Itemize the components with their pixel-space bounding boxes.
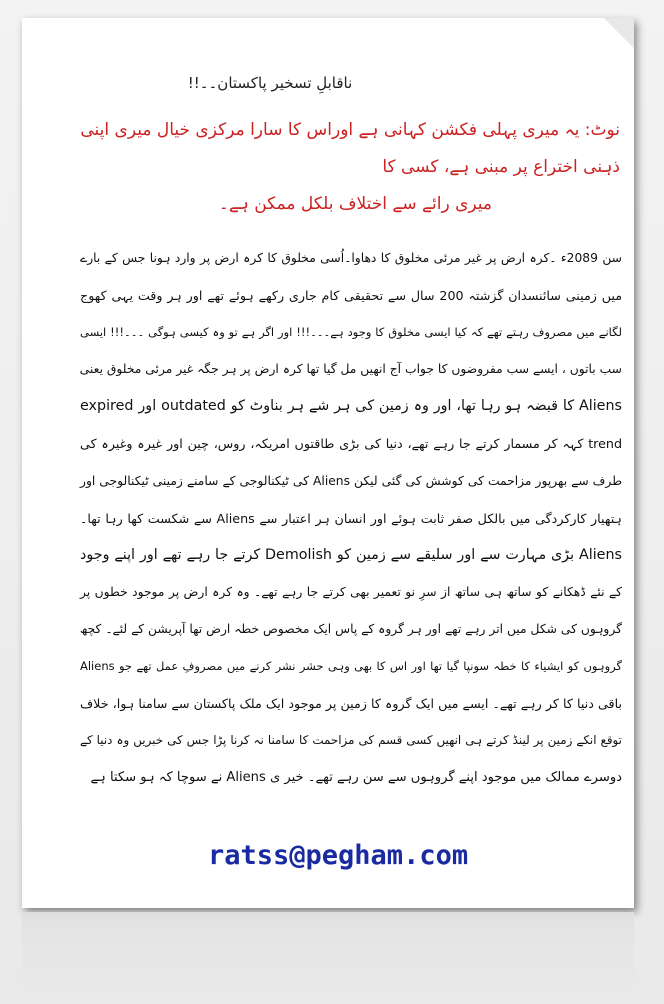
author-note-line-2: میری رائے سے اختلاف بلکل ممکن ہے۔ <box>218 194 492 214</box>
story-line: باقی دنیا کا کر رہے تھے۔ ایسے میں ایک گروہ کا زمین پر موجود ایک ملک پاکستان سے سامنا ہوا، خلاف <box>80 696 622 712</box>
author-note <box>40 112 620 223</box>
story-line: توقع انکے زمین پر لینڈ کرتے ہی انھیں کسی قسم کی مزاحمت کا سامنا نہ کرنا پڑا جس کی خبریں وہ دنیا کے <box>80 733 622 748</box>
story-line: سب باتوں ، ایسے سب مفروضوں کا جواب آج انھیں مل گیا تھا کرہ ارض پر ہر جگہ غیر مرئی مخلوق یعنی <box>79 362 622 377</box>
story-body <box>80 240 622 796</box>
story-line: کے نئے ڈھکانے کو ساتھ ہی ساتھ از سرِ نو تعمیر بھی کرتے جا رہے تھے۔ وہ کرہ ارض پر موجود خطوں پر <box>80 584 622 599</box>
author-note-line-1: نوٹ: یہ میری پہلی فکشن کہانی ہے اوراس کا سارا مرکزی خیال میری اپنی ذہنی اختراع پر مبنی ہے، کسی کا <box>80 120 620 177</box>
story-line: گروہوں کی شکل میں اتر رہے تھے اور ہر گروہ کے پاس ایک مخصوص خطہ ارض تھا آپریشن کے لئے۔ کچھ <box>79 621 622 636</box>
page-reflection <box>22 912 634 992</box>
story-line: Aliens بڑی مہارت سے اور سلیقے سے زمین کو Demolish کرتے جا رہے تھے اور اپنے وجود <box>80 546 622 563</box>
story-line: Aliens کا قبضہ ہو رہا تھا، اور وہ زمین کی ہر شے ہر بناوٹ کو outdated اور expired <box>80 398 622 415</box>
story-line: گروہوں کو ایشیاء کا خطہ سونپا گیا تھا اور اس کا بھی وہی حشر نشر کرنے میں مصروفِ عمل تھے جو Aliens <box>80 659 622 674</box>
story-line: trend کہہ کر مسمار کرتے جا رہے تھے، دنیا کی بڑی طاقتوں امریکہ، روس، چین اور غیرہ وغیرہ کی <box>80 436 622 452</box>
story-line: میں زمینی سائنسدان گزشتہ 200 سال سے تحقیقی کام جاری رکھے ہوئے تھے اور ہر وقت یہی کھوج <box>80 288 622 304</box>
story-line: سن 2089ء ۔کرہ ارض پر غیر مرئی مخلوق کا دھاوا۔اُسی مخلوق کا کرہ ارض پر وارد ہونا جس کے بارے <box>80 251 622 265</box>
story-line: لگانے میں مصروف رہتے تھے کہ کیا ایسی مخلوق کا وجود ہے۔۔۔!!! اور اگر ہے تو وہ کیسی ہوگی ۔۔۔!!! ایسی <box>80 325 622 340</box>
story-title: ناقابلِ تسخیر پاکستان۔۔!! <box>187 74 353 92</box>
story-line: دوسرے ممالک میں موجود اپنے گروہوں سے سن رہے تھے۔ خیر ی Aliens نے سوچا کہ ہو سکتا ہے <box>90 770 622 786</box>
story-line: طرف سے بھرپور مزاحمت کی کوشش کی گئی لیکن Aliens کی ٹیکنالوجی کے سامنے زمینی ٹیکنالوجی اور <box>80 473 622 488</box>
author-email: ratss@pegham.com <box>208 840 469 871</box>
story-line: ہتھیار کارکردگی میں بالکل صفر ثابت ہوئے اور انسان ہر اعتبار سے Aliens سے شکست کھا رہا تھا۔ <box>80 510 622 526</box>
page-curl-corner <box>604 18 634 48</box>
